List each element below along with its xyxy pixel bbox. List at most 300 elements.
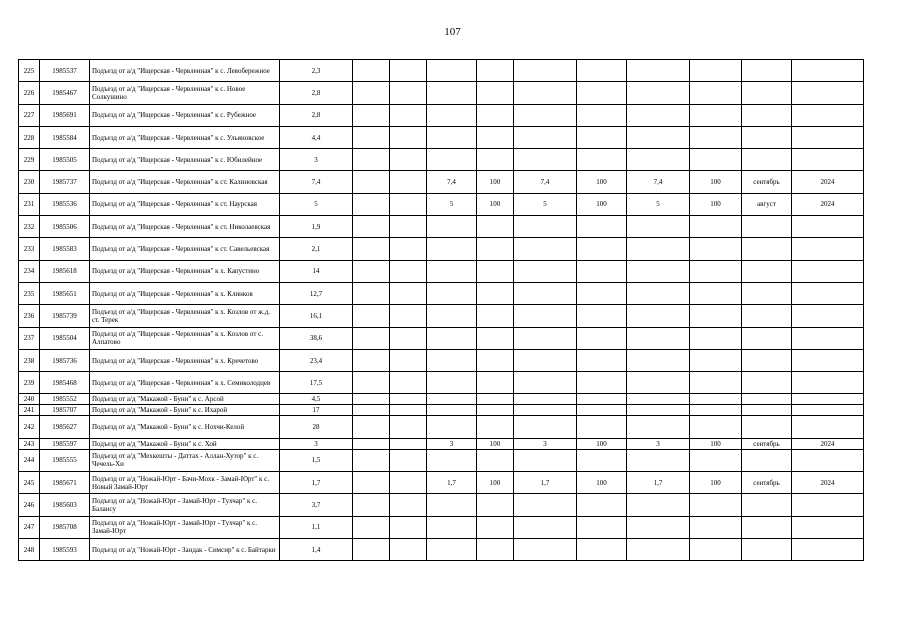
data-cell — [477, 416, 514, 438]
data-cell — [742, 516, 792, 538]
data-cell — [577, 394, 627, 405]
data-cell — [690, 260, 742, 282]
data-cell: 100 — [477, 472, 514, 494]
data-cell — [390, 516, 427, 538]
data-cell — [627, 416, 690, 438]
table-row — [19, 438, 905, 449]
data-cell — [353, 82, 390, 104]
data-cell — [353, 538, 390, 560]
road-length-cell: 7,4 — [280, 171, 353, 193]
row-number-cell: 246 — [19, 494, 40, 516]
data-cell: 100 — [577, 171, 627, 193]
row-number-cell: 237 — [19, 327, 40, 349]
data-cell — [792, 405, 864, 416]
data-cell — [742, 305, 792, 327]
table-row — [19, 516, 905, 538]
table-row — [19, 349, 905, 371]
data-cell — [390, 472, 427, 494]
row-number-cell: 240 — [19, 394, 40, 405]
table-row — [19, 216, 905, 238]
data-cell — [792, 238, 864, 260]
data-cell — [577, 149, 627, 171]
data-cell — [427, 305, 477, 327]
road-id-cell: 1985584 — [40, 126, 90, 148]
data-cell — [390, 104, 427, 126]
table-row — [19, 126, 905, 148]
data-cell — [577, 216, 627, 238]
road-id-cell: 1985708 — [40, 516, 90, 538]
data-cell — [627, 260, 690, 282]
data-cell — [514, 538, 577, 560]
data-cell — [742, 104, 792, 126]
data-cell — [577, 126, 627, 148]
table-row — [19, 171, 905, 193]
data-cell — [690, 405, 742, 416]
data-cell: 100 — [577, 438, 627, 449]
data-cell: 100 — [477, 438, 514, 449]
data-cell — [477, 238, 514, 260]
data-cell — [353, 449, 390, 471]
road-id-cell: 1985737 — [40, 171, 90, 193]
data-cell: 100 — [577, 472, 627, 494]
row-number-cell: 235 — [19, 282, 40, 304]
row-number-cell: 245 — [19, 472, 40, 494]
road-length-cell: 3 — [280, 149, 353, 171]
data-cell — [627, 149, 690, 171]
data-cell — [742, 416, 792, 438]
data-cell — [742, 60, 792, 82]
data-cell: 1,7 — [427, 472, 477, 494]
data-cell — [477, 394, 514, 405]
data-cell: сентябрь — [742, 171, 792, 193]
data-cell — [690, 516, 742, 538]
road-id-cell: 1985537 — [40, 60, 90, 82]
road-name-cell: Подъезд от а/д "Ищерская - Червленная" к х. Козлов от с. Алпатово — [90, 327, 280, 349]
table-row — [19, 104, 905, 126]
road-name-cell: Подъезд от а/д "Ищерская - Червленная" к с. Новое Солкушино — [90, 82, 280, 104]
row-number-cell: 238 — [19, 349, 40, 371]
data-cell — [792, 327, 864, 349]
data-cell — [742, 238, 792, 260]
data-cell — [514, 416, 577, 438]
data-cell — [390, 126, 427, 148]
data-cell — [390, 260, 427, 282]
road-name-cell: Подъезд от а/д "Ищерская - Червленная" к ст. Николаевская — [90, 216, 280, 238]
data-cell — [353, 149, 390, 171]
data-cell — [690, 494, 742, 516]
data-cell — [627, 126, 690, 148]
data-cell: 5 — [627, 193, 690, 215]
data-cell — [514, 149, 577, 171]
road-id-cell: 1985671 — [40, 472, 90, 494]
data-cell — [742, 494, 792, 516]
data-cell: 2024 — [792, 171, 864, 193]
road-name-cell: Подъезд от а/д "Ищерская - Червленная" к х. Семиколодцев — [90, 372, 280, 394]
data-cell — [477, 282, 514, 304]
row-number-cell: 232 — [19, 216, 40, 238]
data-cell — [390, 494, 427, 516]
road-name-cell: Подъезд от а/д "Ищерская - Червленная" к ст. Савельевская — [90, 238, 280, 260]
data-cell — [477, 82, 514, 104]
road-length-cell: 23,4 — [280, 349, 353, 371]
road-length-cell: 1,7 — [280, 472, 353, 494]
road-name-cell: Подъезд от а/д "Ищерская - Червленная" к х. Кречетово — [90, 349, 280, 371]
data-cell — [792, 216, 864, 238]
row-number-cell: 244 — [19, 449, 40, 471]
road-id-cell: 1985506 — [40, 216, 90, 238]
road-id-cell: 1985603 — [40, 494, 90, 516]
road-id-cell: 1985468 — [40, 372, 90, 394]
road-name-cell: Подъезд от а/д "Ножай-Юрт - Зандак - Симсир" к с. Байтарки — [90, 538, 280, 560]
data-cell — [427, 449, 477, 471]
data-cell: 7,4 — [427, 171, 477, 193]
data-cell: 3 — [627, 438, 690, 449]
data-cell — [390, 149, 427, 171]
data-cell — [690, 126, 742, 148]
data-cell — [577, 327, 627, 349]
roads-table-body — [19, 60, 905, 561]
data-cell — [353, 372, 390, 394]
data-cell — [477, 216, 514, 238]
data-cell — [792, 305, 864, 327]
row-number-cell: 247 — [19, 516, 40, 538]
row-number-cell: 241 — [19, 405, 40, 416]
data-cell — [690, 449, 742, 471]
data-cell — [627, 516, 690, 538]
data-cell — [577, 349, 627, 371]
data-cell: 100 — [690, 171, 742, 193]
data-cell — [742, 260, 792, 282]
data-cell — [577, 416, 627, 438]
data-cell — [390, 405, 427, 416]
data-cell — [427, 60, 477, 82]
road-id-cell: 1985651 — [40, 282, 90, 304]
table-row — [19, 149, 905, 171]
data-cell — [477, 60, 514, 82]
data-cell — [390, 438, 427, 449]
data-cell — [627, 60, 690, 82]
road-id-cell: 1985555 — [40, 449, 90, 471]
road-id-cell: 1985505 — [40, 149, 90, 171]
data-cell — [577, 238, 627, 260]
table-row — [19, 60, 905, 82]
data-cell — [477, 305, 514, 327]
data-cell — [742, 405, 792, 416]
data-cell — [514, 516, 577, 538]
data-cell — [742, 126, 792, 148]
table-row — [19, 305, 905, 327]
data-cell — [514, 327, 577, 349]
data-cell — [353, 516, 390, 538]
road-length-cell: 4,4 — [280, 126, 353, 148]
data-cell — [690, 372, 742, 394]
data-cell — [690, 349, 742, 371]
data-cell — [514, 282, 577, 304]
data-cell — [427, 82, 477, 104]
data-cell — [577, 260, 627, 282]
road-id-cell: 1985467 — [40, 82, 90, 104]
table-row — [19, 238, 905, 260]
data-cell — [627, 104, 690, 126]
data-cell — [792, 60, 864, 82]
data-cell — [690, 149, 742, 171]
data-cell — [627, 282, 690, 304]
data-cell — [427, 149, 477, 171]
table-row — [19, 416, 905, 438]
data-cell — [690, 82, 742, 104]
road-length-cell: 2,8 — [280, 104, 353, 126]
road-length-cell: 2,1 — [280, 238, 353, 260]
row-number-cell: 234 — [19, 260, 40, 282]
data-cell — [577, 516, 627, 538]
data-cell: сентябрь — [742, 472, 792, 494]
road-name-cell: Подъезд от а/д "Ищерская - Червленная" к с. Левобережное — [90, 60, 280, 82]
row-number-cell: 239 — [19, 372, 40, 394]
data-cell — [390, 416, 427, 438]
data-cell — [477, 449, 514, 471]
data-cell — [742, 216, 792, 238]
data-cell — [514, 216, 577, 238]
data-cell — [353, 260, 390, 282]
row-number-cell: 242 — [19, 416, 40, 438]
data-cell — [390, 216, 427, 238]
road-name-cell: Подъезд от а/д "Ножай-Юрт - Бачи-Мохк - Замай-Юрт" к с. Новый Замай-Юрт — [90, 472, 280, 494]
road-id-cell: 1985627 — [40, 416, 90, 438]
road-length-cell: 2,8 — [280, 82, 353, 104]
data-cell — [742, 394, 792, 405]
data-cell — [742, 372, 792, 394]
road-id-cell: 1985504 — [40, 327, 90, 349]
data-cell: 1,7 — [627, 472, 690, 494]
road-length-cell: 3,7 — [280, 494, 353, 516]
row-number-cell: 229 — [19, 149, 40, 171]
data-cell — [514, 82, 577, 104]
road-length-cell: 17,5 — [280, 372, 353, 394]
data-cell — [427, 260, 477, 282]
road-length-cell: 1,4 — [280, 538, 353, 560]
data-cell — [690, 104, 742, 126]
data-cell: 100 — [690, 438, 742, 449]
data-cell: 3 — [514, 438, 577, 449]
row-number-cell: 248 — [19, 538, 40, 560]
road-length-cell: 1,5 — [280, 449, 353, 471]
roads-table — [18, 59, 905, 561]
data-cell: 5 — [514, 193, 577, 215]
road-name-cell: Подъезд от а/д "Макажой - Буни" к с. Хой — [90, 438, 280, 449]
road-length-cell: 1,1 — [280, 516, 353, 538]
data-cell — [427, 372, 477, 394]
data-cell — [390, 82, 427, 104]
data-cell — [427, 416, 477, 438]
table-row — [19, 472, 905, 494]
data-cell: 7,4 — [514, 171, 577, 193]
data-cell — [390, 349, 427, 371]
data-cell — [627, 216, 690, 238]
row-number-cell: 227 — [19, 104, 40, 126]
road-name-cell: Подъезд от а/д "Ищерская - Червленная" к с. Ульяновское — [90, 126, 280, 148]
road-id-cell: 1985707 — [40, 405, 90, 416]
data-cell — [427, 516, 477, 538]
data-cell — [477, 349, 514, 371]
road-name-cell: Подъезд от а/д "Ножай-Юрт - Замай-Юрт - Тухчар" к с. Замай-Юрт — [90, 516, 280, 538]
row-number-cell: 225 — [19, 60, 40, 82]
row-number-cell: 231 — [19, 193, 40, 215]
row-number-cell: 230 — [19, 171, 40, 193]
road-name-cell: Подъезд от а/д "Ищерская - Червленная" к х. Капустино — [90, 260, 280, 282]
data-cell: 100 — [477, 193, 514, 215]
road-length-cell: 5 — [280, 193, 353, 215]
data-cell — [390, 60, 427, 82]
road-length-cell: 17 — [280, 405, 353, 416]
data-cell — [627, 449, 690, 471]
data-cell: 5 — [427, 193, 477, 215]
data-cell — [353, 216, 390, 238]
data-cell — [627, 405, 690, 416]
road-length-cell: 3 — [280, 438, 353, 449]
page-number: 107 — [444, 26, 461, 38]
table-row — [19, 372, 905, 394]
data-cell — [390, 171, 427, 193]
data-cell — [477, 372, 514, 394]
data-cell — [514, 405, 577, 416]
data-cell — [792, 372, 864, 394]
data-cell — [627, 372, 690, 394]
table-row — [19, 538, 905, 560]
data-cell — [427, 104, 477, 126]
data-cell — [390, 372, 427, 394]
data-cell — [353, 405, 390, 416]
data-cell: 2024 — [792, 472, 864, 494]
table-row — [19, 193, 905, 215]
road-length-cell: 4,5 — [280, 394, 353, 405]
data-cell — [427, 405, 477, 416]
data-cell — [690, 394, 742, 405]
data-cell: 3 — [427, 438, 477, 449]
data-cell — [627, 82, 690, 104]
data-cell: август — [742, 193, 792, 215]
data-cell — [353, 327, 390, 349]
data-cell — [690, 238, 742, 260]
data-cell — [514, 126, 577, 148]
data-cell — [427, 494, 477, 516]
data-cell — [390, 327, 427, 349]
data-cell — [427, 349, 477, 371]
data-cell — [742, 149, 792, 171]
data-cell — [353, 104, 390, 126]
road-name-cell: Подъезд от а/д "Макажой - Буни" к с. Нохчи-Келой — [90, 416, 280, 438]
data-cell — [577, 372, 627, 394]
data-cell: 100 — [690, 472, 742, 494]
data-cell — [627, 349, 690, 371]
table-row — [19, 82, 905, 104]
data-cell — [792, 538, 864, 560]
data-cell — [477, 104, 514, 126]
data-cell — [477, 327, 514, 349]
data-cell — [353, 60, 390, 82]
data-cell — [477, 126, 514, 148]
road-length-cell: 14 — [280, 260, 353, 282]
data-cell — [514, 372, 577, 394]
data-cell — [477, 538, 514, 560]
data-cell — [353, 305, 390, 327]
data-cell — [514, 394, 577, 405]
road-name-cell: Подъезд от а/д "Ищерская - Червленная" к ст. Наурская — [90, 193, 280, 215]
data-cell — [792, 82, 864, 104]
data-cell — [353, 349, 390, 371]
road-length-cell: 28 — [280, 416, 353, 438]
data-cell — [792, 394, 864, 405]
data-cell — [792, 126, 864, 148]
table-row — [19, 405, 905, 416]
data-cell — [577, 60, 627, 82]
data-cell — [690, 305, 742, 327]
road-length-cell: 16,1 — [280, 305, 353, 327]
data-cell — [514, 104, 577, 126]
road-name-cell: Подъезд от а/д "Ищерская - Червленная" к с. Юбилейное — [90, 149, 280, 171]
data-cell — [742, 282, 792, 304]
data-cell — [514, 349, 577, 371]
data-cell — [514, 260, 577, 282]
data-cell — [690, 60, 742, 82]
data-cell — [627, 305, 690, 327]
road-name-cell: Подъезд от а/д "Ножай-Юрт - Замай-Юрт - Тухчар" к с. Балансу — [90, 494, 280, 516]
road-name-cell: Подъезд от а/д "Ищерская - Червленная" к с. Рубежное — [90, 104, 280, 126]
data-cell — [577, 104, 627, 126]
data-cell — [390, 282, 427, 304]
data-cell — [477, 494, 514, 516]
data-cell — [514, 494, 577, 516]
data-cell — [792, 282, 864, 304]
data-cell — [353, 472, 390, 494]
data-cell — [690, 282, 742, 304]
data-cell: 7,4 — [627, 171, 690, 193]
data-cell — [742, 82, 792, 104]
road-id-cell: 1985536 — [40, 193, 90, 215]
data-cell — [427, 216, 477, 238]
data-cell — [427, 394, 477, 405]
data-cell — [353, 171, 390, 193]
table-row — [19, 494, 905, 516]
data-cell — [514, 305, 577, 327]
data-cell — [742, 349, 792, 371]
data-cell — [427, 238, 477, 260]
data-cell — [514, 60, 577, 82]
row-number-cell: 228 — [19, 126, 40, 148]
road-id-cell: 1985736 — [40, 349, 90, 371]
road-length-cell: 2,3 — [280, 60, 353, 82]
data-cell — [690, 216, 742, 238]
table-row — [19, 282, 905, 304]
data-cell — [690, 416, 742, 438]
data-cell — [427, 282, 477, 304]
data-cell — [577, 305, 627, 327]
data-cell: 100 — [577, 193, 627, 215]
data-cell: 2024 — [792, 438, 864, 449]
road-name-cell: Подъезд от а/д "Ищерская - Червленная" к х. Козлов от ж.д. ст. Терек — [90, 305, 280, 327]
data-cell — [390, 305, 427, 327]
data-cell — [742, 538, 792, 560]
data-cell — [792, 104, 864, 126]
data-cell: 1,7 — [514, 472, 577, 494]
data-cell — [577, 405, 627, 416]
data-cell — [477, 405, 514, 416]
data-cell: 2024 — [792, 193, 864, 215]
road-name-cell: Подъезд от а/д "Ищерская - Червленная" к ст. Калиновская — [90, 171, 280, 193]
road-length-cell: 38,6 — [280, 327, 353, 349]
data-cell — [353, 394, 390, 405]
road-name-cell: Подъезд от а/д "Мехкешты - Даттах - Аллан-Хутор" к с. Чечель-Хи — [90, 449, 280, 471]
data-cell — [792, 416, 864, 438]
